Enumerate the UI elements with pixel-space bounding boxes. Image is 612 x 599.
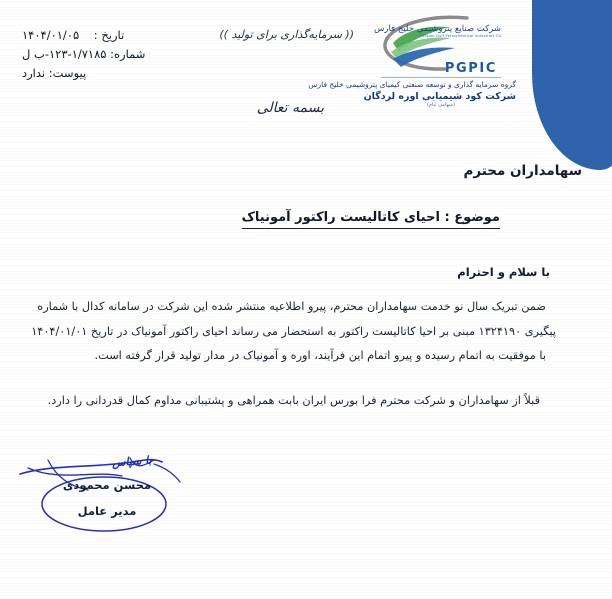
logo-acronym: PGPIC xyxy=(444,61,497,76)
number-value: ۱/۷۱۸۵-۱۲۳-ب ل xyxy=(22,47,107,61)
letter-body xyxy=(31,295,556,413)
greeting-line: با سلام و احترام xyxy=(457,265,550,279)
year-slogan: (( سرمایه‌گذاری برای تولید )) xyxy=(219,28,354,41)
attachment-value: ندارد xyxy=(22,66,46,80)
date-label: تاریخ : xyxy=(93,28,125,42)
addressee-line: سهامداران محترم xyxy=(463,163,582,179)
meta-row-date xyxy=(22,26,212,45)
signer-title: مدیر عامل xyxy=(77,504,137,518)
date-value: ۱۴۰۴/۰۱/۰۵ xyxy=(22,28,80,42)
body-line-1: ضمن تبریک سال نو خدمت سهامداران محترم، پیرو اطلاعیه منتشر شده این شرکت در سامانه کدال با شماره xyxy=(37,300,546,313)
number-label: شماره: xyxy=(110,47,146,61)
body-line-2: پیگیری ۱۳۲۴۱۹۰ مبنی بر احیا کاتالیست راکتور به استحضار می رساند احیای راکتور آمونیاک در تاریخ ۱۴۰۴/۰۱/۰۱ xyxy=(31,324,556,338)
besmeh-taala: بسمه تعالی xyxy=(256,100,324,116)
meta-row-attachment xyxy=(22,64,212,83)
header-blue-accent-shape xyxy=(532,0,612,170)
body-line-4: قبلاً از سهامداران و شرکت محترم فرا بورس ایران بابت همراهی و پشتیبانی مداوم کمال قدردانی را دارد. xyxy=(47,393,540,407)
subject-line: موضوع : احیای کاتالیست راکتور آمونیاک xyxy=(242,210,500,229)
body-line-3: با موفقیت به اتمام رسیده و پیرو اتمام این فرآیند، اوره و آمونیاک در مدار تولید قرار گرفته است. xyxy=(94,349,546,362)
logo-divider xyxy=(381,77,501,78)
attachment-label: پیوست: xyxy=(48,66,87,80)
signature-block xyxy=(32,478,182,518)
logo-en-title: Persian Gulf Petrochemical Industries Co. xyxy=(418,34,501,38)
subsidiary-sub-line: (سهامی عام) xyxy=(427,102,455,108)
signature-handwritten-note: با سپاس xyxy=(112,453,153,470)
letter-meta-block xyxy=(22,26,212,83)
signer-name: محسن محمودی xyxy=(62,478,152,492)
subsidiary-group-line: گروه سرمایه گذاری و توسعه صنعتی کیمیای پتروشیمی خلیج فارس xyxy=(308,80,516,89)
meta-row-number xyxy=(22,45,212,64)
pgpic-logo-icon xyxy=(371,12,511,74)
logo-fa-title: شرکت صنایع پتروشیمی خلیج فارس xyxy=(374,24,501,34)
company-logo-block xyxy=(308,12,516,108)
subsidiary-company-line: شرکت کود شیمیایی اوره لردگان xyxy=(363,91,516,102)
